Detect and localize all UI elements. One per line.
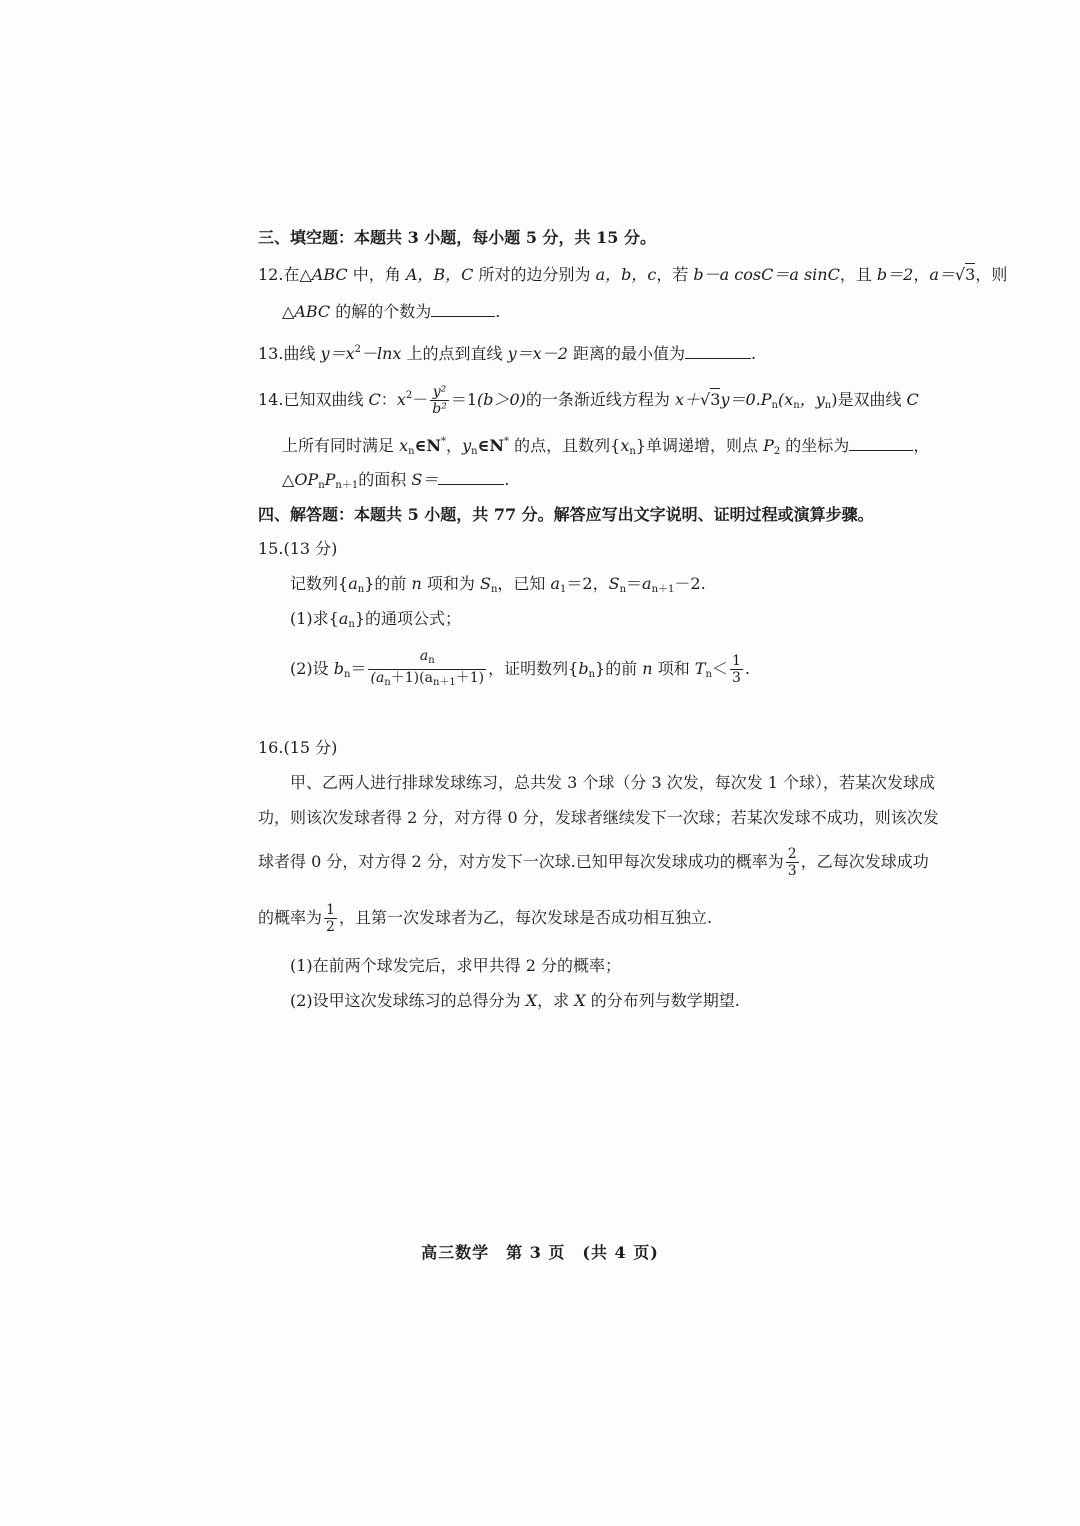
q13-line: y＝x－2 bbox=[507, 344, 568, 363]
q15-sub: n bbox=[344, 669, 351, 680]
q12-text: ，则 bbox=[975, 265, 1008, 284]
q16-frac-den: 3 bbox=[787, 863, 797, 879]
q15-text: ＝ bbox=[626, 574, 643, 593]
q15-text: 项和为 bbox=[421, 574, 480, 593]
q12-text: △ bbox=[282, 302, 295, 321]
question-14-line-3 bbox=[282, 468, 509, 498]
q15-text: }的通项公式； bbox=[354, 609, 462, 628]
q15-den-text: ＋1)(a bbox=[390, 670, 433, 686]
section-3-heading: 三、填空题：本题共 3 小题，每小题 5 分，共 15 分。 bbox=[258, 228, 656, 247]
q14-text: ， bbox=[446, 436, 463, 455]
q14-condition: (b＞0) bbox=[477, 390, 526, 409]
q14-text: 的面积 bbox=[358, 470, 412, 489]
q14-fraction-num: y² bbox=[430, 384, 449, 401]
q15-text: }的前 bbox=[595, 659, 643, 678]
q14-fraction-den: b² bbox=[432, 401, 447, 417]
q14-set: ∈N bbox=[414, 436, 442, 455]
question-16-part-2 bbox=[290, 989, 740, 1013]
q12-b-value: b＝2 bbox=[876, 265, 914, 284]
q12-abc: ABC bbox=[294, 302, 331, 321]
q15-sub: n bbox=[588, 669, 596, 680]
q15-text: (1)求{ bbox=[290, 609, 339, 628]
q14-text: 14.已知双曲线 bbox=[258, 390, 369, 409]
q16-fraction-two-thirds bbox=[786, 846, 799, 879]
q14-text: 上所有同时满足 bbox=[282, 436, 400, 455]
q15-text: ＝2， bbox=[566, 574, 609, 593]
q15-n: n bbox=[411, 574, 422, 593]
question-15-part-2 bbox=[290, 648, 750, 695]
q16-text: 球者得 0 分，对方得 2 分，对方发下一次球.已知甲每次发球成功的概率为 bbox=[258, 852, 784, 871]
q14-asymptote: y＝0. bbox=[720, 390, 761, 409]
q14-text: ： bbox=[380, 390, 397, 409]
q13-text: 距离的最小值为 bbox=[567, 344, 685, 363]
q14-text: }单调递增，则点 bbox=[635, 436, 764, 455]
q12-text: ， bbox=[913, 265, 930, 284]
q16-fraction-one-half bbox=[324, 902, 337, 935]
q15-fraction-num bbox=[368, 648, 486, 670]
q14-sub: n＋1 bbox=[335, 480, 359, 491]
q15-a: a bbox=[419, 648, 429, 664]
q14-sub: 2 bbox=[773, 446, 781, 457]
q12-text: ，若 bbox=[656, 265, 694, 284]
q12-text: 中，角 bbox=[347, 265, 406, 284]
q15-text: ＜ bbox=[711, 659, 728, 678]
question-14-line-1: 14.已知双曲线 C：$x^2-$ $\frac{\text{y²}}{\text{b²}}$ ＝1(b＞0)的一条渐近线方程为 $x+√3y=0.P_n(x_n$，$y_n$)是双曲线 C bbox=[258, 384, 919, 417]
q16-text: ，且第一次发球者为乙，每次发球是否成功相互独立. bbox=[338, 908, 713, 927]
q15-sub: n＋1 bbox=[651, 584, 675, 595]
q14-sub: n bbox=[629, 446, 636, 457]
q15-fraction bbox=[368, 648, 486, 691]
q14-text: ， bbox=[913, 436, 930, 455]
q15-den-text: (a bbox=[370, 670, 385, 686]
section-4-heading: 四、解答题：本题共 5 小题，共 77 分。解答应写出文字说明、证明过程或演算步骤。 bbox=[258, 505, 874, 524]
q12-text: . bbox=[495, 302, 501, 321]
q14-sqrt: 3 bbox=[710, 390, 721, 409]
q14-sub: n bbox=[408, 446, 415, 457]
q14-p: P bbox=[760, 390, 772, 409]
q13-text: 13.曲线 bbox=[258, 344, 321, 363]
q15-sub: n bbox=[348, 619, 355, 630]
q15-text: . bbox=[744, 659, 750, 678]
q15-t: T bbox=[694, 659, 706, 678]
q15-s: S bbox=[479, 574, 491, 593]
q16-text: 的分布列与数学期望. bbox=[585, 991, 740, 1010]
q16-x: X bbox=[525, 991, 538, 1010]
q14-text: 是双曲线 bbox=[837, 390, 907, 409]
question-16-line-4 bbox=[258, 898, 712, 938]
question-16-line-1: 甲、乙两人进行排球发球练习，总共发 3 个球（分 3 次发，每次发 1 个球），若某次发球成 bbox=[290, 773, 936, 792]
q16-frac-den: 2 bbox=[326, 919, 335, 935]
q14-p: P bbox=[763, 436, 774, 455]
q12-a-value: a＝ bbox=[929, 265, 955, 284]
q14-y: y bbox=[462, 436, 472, 455]
q14-coords: ，y bbox=[799, 390, 825, 409]
q12-sides: a，b，c bbox=[595, 265, 657, 284]
q15-text: ＝ bbox=[350, 659, 367, 678]
q16-text: ，求 bbox=[537, 991, 575, 1010]
q14-p: P bbox=[324, 470, 336, 489]
q14-asymptote: x＋ bbox=[675, 390, 701, 409]
q12-text: 的解的个数为 bbox=[330, 302, 432, 321]
question-16-line-2: 功，则该次发球者得 2 分，对方得 0 分，发球者继续发下一次球；若某次发球不成功，则该次发 bbox=[258, 808, 939, 827]
q15-text: }的前 bbox=[364, 574, 412, 593]
question-16-label: 16.(15 分) bbox=[258, 738, 338, 757]
q15-fraction-den bbox=[368, 670, 486, 691]
q14-set: ∈N bbox=[477, 436, 505, 455]
q15-b: b bbox=[333, 659, 345, 678]
q15-sub: n＋1 bbox=[432, 677, 456, 688]
q14-text: 的点，且数列{ bbox=[509, 436, 621, 455]
q16-text: 的概率为 bbox=[258, 908, 323, 927]
q14-sub: n bbox=[471, 446, 478, 457]
question-16-line-3 bbox=[258, 842, 929, 882]
q13-text: . bbox=[750, 344, 757, 363]
q15-a: a bbox=[642, 574, 652, 593]
q14-text: 的坐标为 bbox=[780, 436, 850, 455]
q13-curve: y＝x bbox=[320, 344, 355, 363]
q16-x: X bbox=[574, 991, 586, 1010]
q14-c: C bbox=[906, 390, 919, 409]
q16-frac-num: 1 bbox=[326, 902, 335, 918]
q14-answer-blank-2[interactable] bbox=[438, 470, 504, 485]
q15-text: －2. bbox=[674, 574, 706, 593]
question-12-line-1: 12.在△ABC 中，角 A，B，C 所对的边分别为 a，b，c，若 b－a cosC＝a sinC，且 b＝2，a＝√3，则 bbox=[258, 265, 1008, 284]
q15-a: a bbox=[550, 574, 561, 593]
q14-op: OP bbox=[294, 470, 319, 489]
q14-answer-blank-1[interactable] bbox=[849, 436, 913, 451]
q15-den-text: ＋1) bbox=[455, 670, 485, 686]
q12-abc: ABC bbox=[311, 265, 348, 284]
q15-s: S bbox=[608, 574, 620, 593]
q12-text: 所对的边分别为 bbox=[473, 265, 596, 284]
q12-sqrt: 3 bbox=[965, 265, 976, 284]
q14-exponent: 2 bbox=[405, 390, 413, 401]
q14-star: * bbox=[504, 436, 510, 447]
q14-fraction bbox=[430, 384, 449, 417]
q14-sub: n bbox=[771, 400, 778, 411]
q16-text: ，乙每次发球成功 bbox=[800, 852, 929, 871]
q14-coords: (x bbox=[777, 390, 794, 409]
q15-sub: n bbox=[619, 584, 627, 595]
q13-text: 上的点到直线 bbox=[401, 344, 508, 363]
q14-text: 的一条渐近线方程为 bbox=[525, 390, 676, 409]
q15-text: 项和 bbox=[652, 659, 695, 678]
q15-n: n bbox=[642, 659, 653, 678]
q15-text: ，已知 bbox=[497, 574, 551, 593]
q15-third-den: 3 bbox=[731, 670, 741, 686]
q14-text: ＝1 bbox=[450, 390, 477, 409]
q13-curve: －lnx bbox=[361, 344, 402, 363]
q14-star: * bbox=[441, 436, 447, 447]
q15-text: ，证明数列{ bbox=[488, 659, 579, 678]
q14-sub: n bbox=[318, 480, 325, 491]
q13-exponent: 2 bbox=[354, 344, 361, 355]
q15-a: a bbox=[348, 574, 358, 593]
q16-frac-num: 2 bbox=[787, 846, 797, 862]
q13-answer-blank[interactable] bbox=[685, 344, 751, 359]
q12-text: ，且 bbox=[839, 265, 877, 284]
q15-sub: n bbox=[357, 584, 365, 595]
page-footer: 高三数学 第 3 页 (共 4 页) bbox=[421, 1243, 659, 1262]
q15-text: 记数列{ bbox=[290, 574, 349, 593]
q15-sub: n bbox=[705, 669, 712, 680]
q15-text: (2)设 bbox=[290, 659, 334, 678]
q14-text: . bbox=[504, 470, 510, 489]
q14-x: x bbox=[399, 436, 409, 455]
q15-sub: n bbox=[428, 655, 435, 666]
q14-s: S＝ bbox=[411, 470, 439, 489]
q14-x: x bbox=[620, 436, 630, 455]
q15-b: b bbox=[578, 659, 589, 678]
q15-third-num: 1 bbox=[731, 653, 741, 669]
question-15-label: 15.(13 分) bbox=[258, 539, 338, 558]
q14-sub: n bbox=[824, 400, 832, 411]
q12-equation: b－a cosC＝a sinC bbox=[693, 265, 840, 284]
q15-sub: 1 bbox=[560, 584, 567, 595]
q15-one-third bbox=[730, 653, 743, 686]
q15-sub: n bbox=[384, 677, 391, 688]
q14-text: － bbox=[412, 390, 429, 409]
question-12-line-2 bbox=[282, 300, 500, 324]
question-14-line-2 bbox=[282, 430, 929, 464]
q12-answer-blank[interactable] bbox=[431, 302, 495, 317]
q12-text: 12.在△ bbox=[258, 265, 312, 284]
q14-text: △ bbox=[282, 470, 295, 489]
q15-a: a bbox=[338, 609, 349, 628]
question-13 bbox=[258, 338, 756, 366]
q15-sub: n bbox=[490, 584, 498, 595]
q14-sub: n bbox=[793, 400, 800, 411]
question-15-intro bbox=[290, 572, 706, 602]
q14-x: x bbox=[396, 390, 406, 409]
question-15-part-1 bbox=[290, 607, 461, 637]
q14-c: C bbox=[368, 390, 381, 409]
q12-angles: A，B，C bbox=[405, 265, 474, 284]
q16-text: (2)设甲这次发球练习的总得分为 bbox=[290, 991, 526, 1010]
q14-coords: ) bbox=[831, 390, 838, 409]
question-16-part-1: (1)在前两个球发完后，求甲共得 2 分的概率； bbox=[290, 956, 622, 975]
